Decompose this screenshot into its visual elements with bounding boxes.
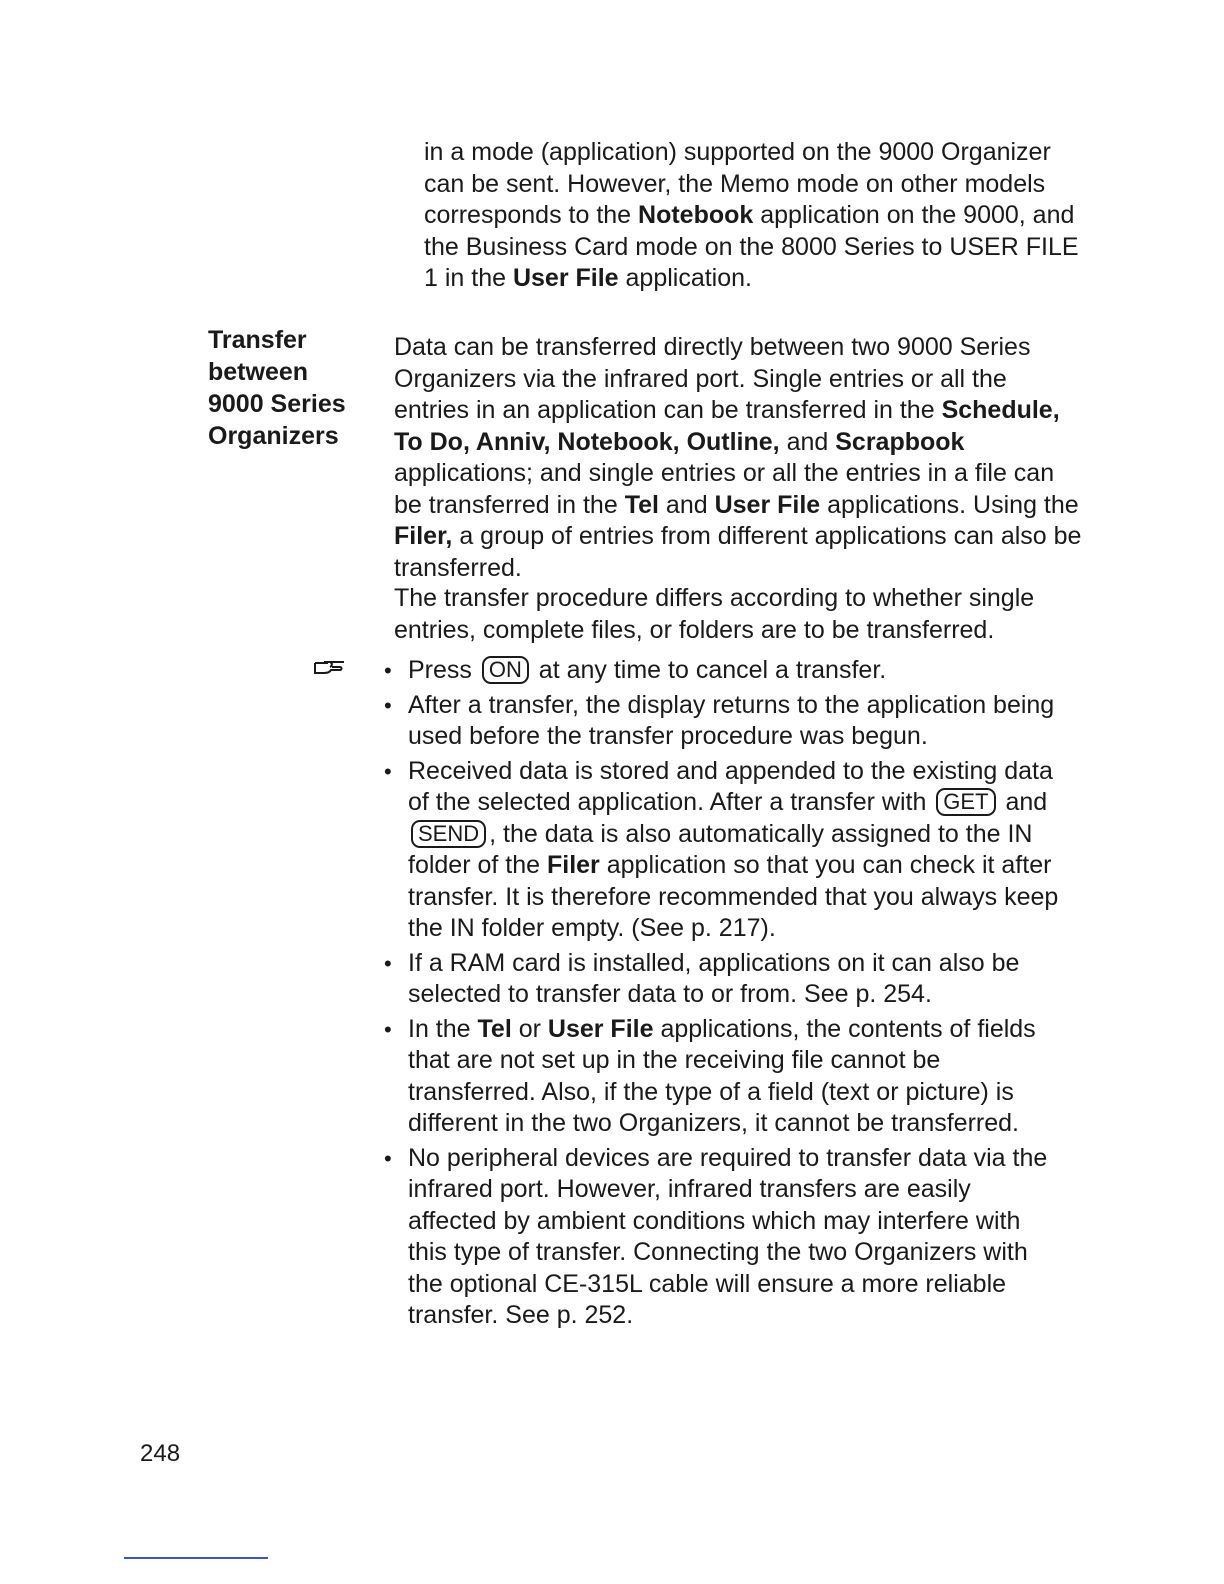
note3-text-3: , the data is also automatically assigned to the IN folder of the [408,819,1033,879]
page-number: 248 [140,1440,181,1467]
heading-line-2: between [208,358,309,386]
intro-text-1: in a mode (application) supported on the 9000 Organizer can be sent. However, the Memo mode on other models corresponds to the [424,138,1051,229]
note3-text-1: Received data is stored and appended to the existing data of the selected application. After a transfer with [408,756,1053,816]
intro-text-2: application on the 9000, and the Business Card mode on the 8000 Series to USER FILE 1 in the [424,201,1079,292]
p1-bold-apps: Schedule, To Do, Anniv, Notebook, Outline, [394,396,1060,456]
note5-bold-tel: Tel [477,1014,512,1043]
note3-text-4: application so that you can check it after transfer. It is therefore recommended that you always keep the IN folder empty. (See p. 217). [408,851,1059,942]
note3-bold-filer: Filer [546,851,600,879]
note1-text-2: at any time to cancel a transfer. [531,656,887,684]
note5-bold-user-file: User File [547,1014,654,1043]
footer-rule [124,1557,268,1559]
intro-paragraph [424,137,1084,295]
heading-line-3: 9000 Series [208,390,346,418]
note5-text-1: In the [408,1014,478,1043]
intro-text-3: application. [618,264,752,292]
note-item-display: • After a transfer, the display returns to the application being used before the transfer procedure was begun. [382,690,1062,753]
note1-text-1: Press [408,656,479,684]
note-item-ram-card: • If a RAM card is installed, applications on it can also be selected to transfer data to or from. See p. 254. [382,948,1062,1011]
note-item-received [382,756,1062,945]
p1-text-3: applications; and single entries or all the entries in a file can be transferred in the [394,459,1055,519]
p1-bold-user-file: User File [714,490,821,519]
p1-bold-scrapbook: Scrapbook [835,427,965,456]
p1-text-1: Data can be transferred directly between two 9000 Series Organizers via the infrared port. Single entries or all the entries in an application can be transferred in the [394,333,1031,424]
on-key-icon: ON [482,656,529,684]
procedure-paragraph: The transfer procedure differs according to whether single entries, complete files, or folders are to be transferred. [394,584,1035,644]
note5-text-3: applications, the contents of fields that are not set up in the receiving file cannot be transferred. Also, if the type of a field (text or picture) is different in the two Organizers, it cannot be transferred. [408,1014,1036,1137]
note-item-fields [382,1014,1062,1140]
get-key-icon: GET [936,788,995,816]
p1-text-2: and [779,427,836,456]
notes-list [382,655,1062,1335]
note3-text-2: and [998,788,1048,816]
section-heading [208,324,388,452]
intro-bold-notebook: Notebook [638,201,754,229]
p1-text-6: a group of entries from different applications can also be transferred. [394,522,1082,582]
note-item-cancel [382,655,1062,687]
heading-line-4: Organizers [208,422,339,450]
intro-bold-user-file: User File [512,264,619,292]
send-key-icon: SEND [411,820,486,848]
transfer-paragraph [394,332,1084,584]
note5-text-2: or [511,1014,548,1043]
p1-bold-filer: Filer, [394,522,453,550]
pointing-hand-icon [314,655,346,677]
p1-bold-tel: Tel [624,490,659,519]
note-item-infrared: • No peripheral devices are required to transfer data via the infrared port. However, infrared transfers are easily affected by ambient conditions which may interfere with this type of transfer. Connecting the two Organizers with the optional CE-315L cable will ensure a more reliable transfer. See p. 252. [382,1143,1062,1332]
heading-line-1: Transfer [208,326,307,354]
p1-text-4: and [658,490,715,519]
p1-text-5: applications. Using the [820,490,1079,519]
